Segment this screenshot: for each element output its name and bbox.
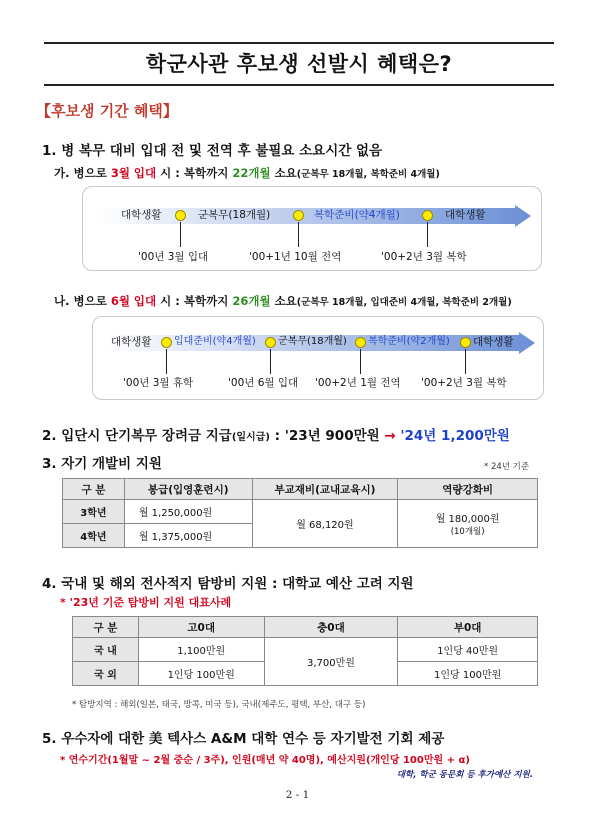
a-months: 22개월 xyxy=(232,166,271,180)
timeline-b-dot-2 xyxy=(265,337,276,348)
overseas-school-3: 1인당 100만원 xyxy=(398,662,538,686)
item5-heading: 5. 우수자에 대한 美 텍사스 A&M 대학 연수 등 자기발전 기회 제공 xyxy=(42,731,445,747)
col-header-category: 구 분 xyxy=(63,479,125,500)
row-label-overseas: 국 외 xyxy=(73,662,139,686)
arrow-icon: → xyxy=(384,428,396,444)
school-2-total: 3,700만원 xyxy=(264,638,398,686)
domestic-school-3: 1인당 40만원 xyxy=(398,638,538,662)
item2-heading: 2. 입단시 단기복무 장려금 지급 xyxy=(42,428,232,444)
b-enlist-month: 6월 입대 xyxy=(110,294,157,308)
row-label-domestic: 국 내 xyxy=(73,638,139,662)
timeline-b-marker-1 xyxy=(166,349,167,374)
item4-heading: 4. 국내 및 해외 전사적지 탐방비 지원 : 대학교 예산 고려 지원 xyxy=(42,576,414,592)
item3-heading: 3. 자기 개발비 지원 xyxy=(42,456,162,472)
timeline-a xyxy=(82,186,542,271)
item2-lump-sum: (일시급) xyxy=(231,432,270,443)
overseas-school-1: 1인당 100만원 xyxy=(138,662,264,686)
item2-old-amount: : '23년 900만원 xyxy=(269,428,385,444)
timeline-a-caption-1: '00년 3월 입대 xyxy=(138,251,209,263)
timeline-b-marker-3 xyxy=(360,349,361,374)
table-header-row xyxy=(73,617,538,638)
section-heading: 【후보생 기간 혜택】 xyxy=(36,102,178,120)
timeline-b-label-5: 대학생활 xyxy=(473,336,514,348)
textbook-allowance: 월 68,120원 xyxy=(252,500,398,548)
timeline-a-caption-3: '00+2년 3월 복학 xyxy=(381,251,467,263)
item2-new-amount: '24년 1,200만원 xyxy=(395,428,510,444)
page-title: 학군사관 후보생 선발시 혜택은? xyxy=(44,42,554,86)
timeline-b-caption-1: '00년 3월 휴학 xyxy=(123,377,194,389)
timeline-a-marker-3 xyxy=(427,222,428,247)
timeline-b-label-2: 입대준비(약4개월) xyxy=(174,336,256,347)
self-development-table xyxy=(62,478,538,548)
a-prefix: 가. 병으로 xyxy=(54,166,111,180)
timeline-b-dot-3 xyxy=(355,337,366,348)
tour-support-table xyxy=(72,616,538,686)
item1-heading: 1. 병 복무 대비 입대 전 및 전역 후 불필요 소요시간 없음 xyxy=(42,143,383,159)
timeline-b-dot-4 xyxy=(460,337,471,348)
timeline-b xyxy=(92,316,544,400)
tour-region-footnote: * 탐방지역 : 해외(일본, 태국, 방콕, 미국 등), 국내(제주도, 평택, 부산, 대구 등) xyxy=(72,700,366,710)
b-months: 26개월 xyxy=(232,294,271,308)
salary-4th-year: 월 1,375,000원 xyxy=(124,524,252,548)
capability-duration: (10개월) xyxy=(450,527,485,537)
item4-example-note: * '23년 기준 탐방비 지원 대표사례 xyxy=(60,596,232,609)
timeline-a-label-3: 복학준비(약4개월) xyxy=(314,209,400,221)
timeline-b-caption-3: '00+2년 1월 전역 xyxy=(315,377,401,389)
table-row xyxy=(63,500,538,524)
col-header-salary: 봉급(입영훈련시) xyxy=(124,479,252,500)
timeline-a-dot-1 xyxy=(175,210,186,221)
timeline-b-marker-2 xyxy=(270,349,271,374)
table-header-row xyxy=(63,479,538,500)
a-enlist-month: 3월 입대 xyxy=(110,166,157,180)
item5-funding-note: 대학, 학군 동문회 등 후가예산 지원. xyxy=(396,770,533,780)
timeline-b-label-4: 복학준비(약2개월) xyxy=(368,336,450,347)
item3-basis-note: * 24년 기준 xyxy=(484,462,530,472)
b-suffix: 소요 xyxy=(270,294,297,308)
table-row xyxy=(73,638,538,662)
item5-detail: * 연수기간(1월말 ~ 2월 중순 / 3주), 인원(매년 약 40명), 예산지원(개인당 100만원 + α) xyxy=(60,755,470,766)
item1-b-line xyxy=(54,293,512,309)
page-number: 2 - 1 xyxy=(285,789,310,801)
a-suffix: 소요 xyxy=(270,166,297,180)
timeline-a-dot-2 xyxy=(293,210,304,221)
col-header-capability: 역량강화비 xyxy=(398,479,538,500)
item1-a-line xyxy=(54,165,440,181)
timeline-b-label-3: 군복무(18개월) xyxy=(278,336,347,347)
timeline-a-dot-3 xyxy=(422,210,433,221)
item2-line xyxy=(42,424,510,444)
a-detail: (군복무 18개월, 복학준비 4개월) xyxy=(296,169,440,180)
timeline-b-marker-4 xyxy=(465,349,466,374)
capability-amount: 월 180,000원 xyxy=(435,514,500,525)
col-header-category: 구 분 xyxy=(73,617,139,638)
row-label-4th-year: 4학년 xyxy=(63,524,125,548)
b-mid: 시 : 복학까지 xyxy=(156,294,233,308)
col-header-school-3: 부0대 xyxy=(398,617,538,638)
salary-3rd-year: 월 1,250,000원 xyxy=(124,500,252,524)
row-label-3rd-year: 3학년 xyxy=(63,500,125,524)
timeline-a-label-4: 대학생활 xyxy=(445,209,486,221)
timeline-a-marker-2 xyxy=(298,222,299,247)
timeline-a-caption-2: '00+1년 10월 전역 xyxy=(249,251,342,263)
col-header-textbook: 부교재비(교내교육시) xyxy=(252,479,398,500)
timeline-b-caption-2: '00년 6월 입대 xyxy=(228,377,299,389)
timeline-a-marker-1 xyxy=(180,222,181,247)
b-detail: (군복무 18개월, 입대준비 4개월, 복학준비 2개월) xyxy=(296,297,512,308)
a-mid: 시 : 복학까지 xyxy=(156,166,233,180)
timeline-b-dot-1 xyxy=(161,337,172,348)
col-header-school-2: 충0대 xyxy=(264,617,398,638)
b-prefix: 나. 병으로 xyxy=(54,294,111,308)
timeline-a-label-2: 군복무(18개월) xyxy=(198,209,271,221)
timeline-b-label-1: 대학생활 xyxy=(111,336,152,348)
timeline-b-caption-4: '00+2년 3월 복학 xyxy=(421,377,507,389)
domestic-school-1: 1,100만원 xyxy=(138,638,264,662)
timeline-a-label-1: 대학생활 xyxy=(121,209,162,221)
capability-allowance xyxy=(398,500,538,548)
col-header-school-1: 고0대 xyxy=(138,617,264,638)
